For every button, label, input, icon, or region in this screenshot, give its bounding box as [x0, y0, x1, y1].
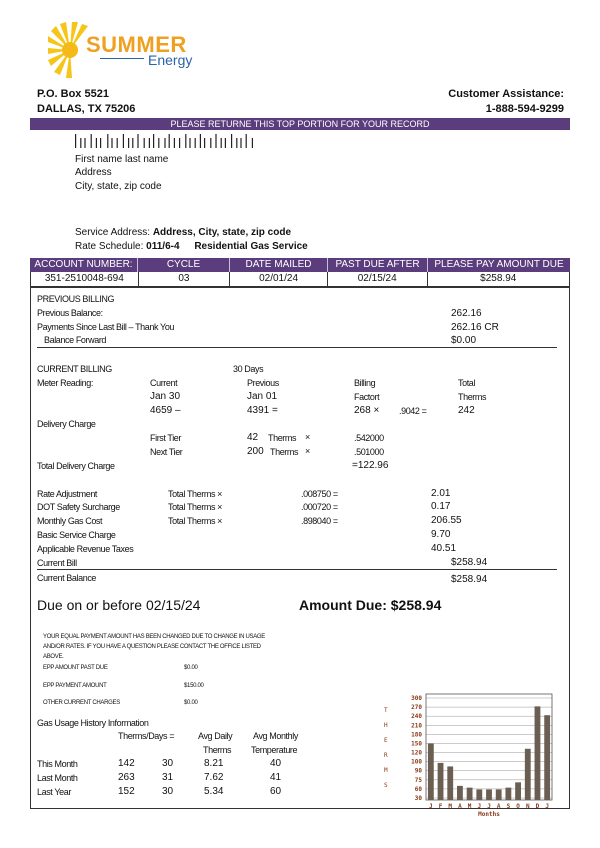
barcode-bar [84, 138, 85, 148]
history-row-this-month-therms: 142 [118, 758, 135, 769]
chart-ylabel-letter: T [384, 707, 388, 714]
col-current: Current [150, 378, 178, 388]
chart-ytick-label: 180 [411, 731, 422, 739]
history-header-therms-days: Therms/Days = [118, 731, 175, 741]
charge-row-2-value: 0.17 [431, 501, 451, 512]
previous-balance-label: Previous Balance: [37, 308, 103, 318]
chart-ytick-label: 90 [414, 767, 422, 775]
history-row-last-year-temp: 60 [270, 786, 282, 797]
chart-bar [428, 743, 434, 800]
charge-row-4-label: Basic Service Charge [37, 530, 116, 540]
barcode-bar [80, 138, 81, 148]
chart-xtick-label: A [458, 803, 462, 810]
recipient-city: City, state, zip code [75, 181, 162, 192]
service-address-label: Service Address: [75, 227, 151, 238]
balance-forward-label: Balance Forward [44, 335, 107, 345]
meter-reading-label: Meter Reading: [37, 378, 93, 388]
account-header-cycle: CYCLE [138, 258, 230, 272]
account-header [30, 258, 570, 272]
account-row [30, 272, 570, 287]
chart-ytick-label: 150 [411, 740, 422, 748]
history-header-daily: Avg Daily [198, 731, 233, 741]
chart-xtick-label: F [438, 803, 443, 810]
divider-line [37, 569, 557, 570]
charge-row-3-rate: .898040 = [301, 516, 338, 526]
chart-ytick-label: 210 [411, 722, 422, 730]
divider-line [37, 347, 557, 348]
logo-wordmark: SUMMER [86, 32, 187, 57]
current-read: 4659 – [150, 405, 181, 416]
chart-xtick-label: M [448, 803, 453, 810]
balance-forward-value: $0.00 [451, 335, 477, 346]
chart-ylabel-letter: H [384, 722, 388, 729]
barcode-bar [96, 138, 97, 148]
chart-xtick-label: J [477, 803, 482, 810]
tier2-label: Next Tier [150, 447, 183, 457]
rate-schedule-value: 011/6-4 [146, 241, 180, 252]
billing-days: 30 Days [233, 364, 264, 374]
rate-schedule [75, 241, 308, 252]
epp-notice-line3: ABOVE. [43, 654, 64, 660]
service-address [75, 227, 291, 238]
account-mailed: 02/01/24 [230, 272, 328, 286]
amount-due: Amount Due: $258.94 [299, 597, 442, 613]
account-pastdue: 02/15/24 [328, 272, 428, 286]
total-therms: 242 [458, 405, 475, 416]
chart-bar [438, 763, 444, 800]
previous-billing-title: PREVIOUS BILLING [37, 294, 115, 304]
chart-xtick-label: A [496, 803, 501, 810]
barcode-bar [200, 134, 201, 148]
barcode-bar [149, 138, 150, 148]
chart-bar [505, 788, 511, 800]
charge-row-1-value: 2.01 [431, 488, 451, 499]
history-header-therms: Therms [203, 745, 232, 755]
col-billing: Billing [354, 378, 376, 388]
tier1-therms: 42 [247, 432, 259, 443]
chart-bar [447, 766, 453, 800]
previous-balance-value: 262.16 [451, 308, 482, 319]
chart-xtick-label: D [535, 803, 540, 810]
logo-subword: Energy [148, 52, 193, 68]
barcode-bar [215, 134, 216, 148]
barcode-bar [123, 134, 124, 148]
history-row-last-month-therms: 263 [118, 772, 135, 783]
barcode-bar [107, 134, 108, 148]
history-row-last-month-label: Last Month [37, 773, 78, 783]
epp-payment-label: EPP PAYMENT AMOUNT [43, 683, 107, 689]
factor-value: .9042 = [399, 406, 427, 416]
account-amount: $258.94 [480, 273, 517, 284]
col-total: Total [458, 378, 476, 388]
chart-ytick-label: 30 [414, 795, 422, 802]
account-cycle: 03 [139, 272, 231, 286]
previous-date: Jan 01 [247, 391, 278, 402]
chart-ytick-label: 100 [411, 758, 422, 766]
return-banner: PLEASE RETURNE THIS TOP PORTION FOR YOUR RECORD [30, 118, 570, 130]
chart-ylabel-letter: R [384, 752, 388, 759]
chart-bar [525, 749, 531, 800]
history-row-this-month-temp: 40 [270, 758, 282, 769]
charge-row-4-value: 9.70 [431, 529, 451, 540]
logo-line [100, 58, 144, 59]
rate-schedule-desc: Residential Gas Service [194, 241, 308, 252]
assistance-label: Customer Assistance: [448, 88, 564, 100]
col-previous: Previous [247, 378, 279, 388]
current-bill-label: Current Bill [37, 558, 77, 568]
epp-past-due-value: $0.00 [184, 665, 198, 671]
barcode-bar [225, 138, 226, 148]
chart-xtick-label: S [506, 803, 511, 810]
barcode-bar [75, 134, 76, 148]
chart-ytick-label: 300 [411, 695, 422, 702]
barcode-bar [128, 138, 129, 148]
history-header-monthly: Avg Monthly [253, 731, 298, 741]
barcode-bar [174, 138, 175, 148]
chart-xtick-label: J [545, 803, 549, 810]
barcode-bar [111, 138, 112, 148]
usage-value: 268 × [354, 405, 380, 416]
payments-value: 262.16 CR [451, 322, 499, 333]
account-header-mailed: DATE MAILED [230, 258, 328, 272]
history-title: Gas Usage History Information [37, 718, 149, 728]
epp-notice-line2: AND/OR RATES. IF YOU HAVE A QUESTION PLEASE CONTACT THE OFFICE LISTED [43, 644, 261, 650]
chart-bar [535, 706, 541, 800]
chart-ylabel-letter: S [384, 782, 388, 789]
charge-row-1-mid: Total Therms × [168, 489, 223, 499]
account-header-amount: PLEASE PAY AMOUNT DUE [434, 259, 564, 270]
chart-ylabel-letter: E [384, 737, 388, 744]
tier2-x: × [305, 446, 311, 456]
chart-bar [544, 715, 550, 800]
charge-row-5-value: 40.51 [431, 543, 457, 554]
charge-row-1-rate: .008750 = [301, 489, 338, 499]
barcode-bar [164, 138, 165, 148]
barcode-bar [246, 134, 247, 148]
sender-address-line2: DALLAS, TX 75206 [37, 103, 136, 115]
charge-row-2-mid: Total Therms × [168, 502, 223, 512]
barcode-bar [117, 138, 118, 148]
barcode-bar [252, 138, 253, 148]
due-date-text: Due on or before 02/15/24 [37, 597, 201, 613]
current-billing-title: CURRENT BILLING [37, 364, 112, 374]
epp-payment-value: $150.00 [184, 683, 204, 689]
tier2-unit: Therms [270, 447, 299, 457]
other-charges-label: OTHER CURRENT CHARGES [43, 700, 120, 706]
chart-ylabel-letter: M [384, 767, 388, 774]
chart-xtick-label: N [525, 803, 530, 810]
delivery-charge-label: Delivery Charge [37, 419, 96, 429]
previous-read: 4391 = [247, 405, 278, 416]
chart-bar [496, 789, 502, 800]
history-row-last-year-therms: 152 [118, 786, 135, 797]
charge-row-3-mid: Total Therms × [168, 516, 223, 526]
chart-bar [515, 782, 521, 800]
barcode-bar [100, 138, 101, 148]
tier2-therms: 200 [247, 446, 264, 457]
factor-label: Factort [354, 392, 380, 402]
barcode-bar [91, 134, 92, 148]
service-address-value: Address, City, state, zip code [152, 227, 292, 238]
history-row-last-month-daily: 7.62 [204, 772, 224, 783]
barcode-bar [195, 138, 196, 148]
charge-row-2-label: DOT Safety Surcharge [37, 502, 120, 512]
barcode-bar [221, 138, 222, 148]
barcode-bar [153, 134, 154, 148]
account-number: 351-2510048-694 [31, 272, 139, 286]
barcode-bar [169, 134, 170, 148]
chart-ytick-label: 240 [411, 713, 422, 721]
total-delivery-value: =122.96 [352, 460, 389, 471]
charge-row-5-label: Applicable Revenue Taxes [37, 544, 134, 554]
sender-address-line1: P.O. Box 5521 [37, 88, 109, 100]
barcode-bar [179, 138, 180, 148]
barcode-bar [210, 138, 211, 148]
barcode-bar [185, 134, 186, 148]
therms-label: Therms [458, 392, 487, 402]
barcode-bar [231, 134, 232, 148]
history-header-temp: Temperature [251, 745, 298, 755]
epp-past-due-label: EPP AMOUNT PAST DUE [43, 665, 108, 671]
history-row-last-year-label: Last Year [37, 787, 71, 797]
barcode-bar [236, 138, 237, 148]
barcode-bar [204, 138, 205, 148]
barcode-bar [132, 138, 133, 148]
chart-bar [486, 789, 492, 800]
assistance-phone: 1-888-594-9299 [485, 103, 564, 115]
history-row-this-month-daily: 8.21 [204, 758, 224, 769]
chart-frame [426, 694, 552, 800]
charge-row-3-label: Monthly Gas Cost [37, 516, 103, 526]
other-charges-value: $0.00 [184, 700, 198, 706]
rate-schedule-label: Rate Schedule: [75, 241, 144, 252]
chart-bar [467, 788, 473, 800]
current-balance-label: Current Balance [37, 573, 97, 583]
chart-ytick-label: 120 [411, 749, 422, 757]
charge-row-2-rate: .000720 = [301, 502, 338, 512]
history-row-last-month-days: 31 [162, 772, 174, 783]
tier1-x: × [305, 432, 311, 442]
barcode-bar [137, 134, 138, 148]
recipient-address: Address [75, 167, 112, 178]
chart-xtick-label: J [429, 803, 433, 810]
barcode-bar [158, 138, 159, 148]
chart-xtick-label: O [516, 803, 520, 810]
company-logo [48, 22, 193, 78]
history-row-last-year-daily: 5.34 [204, 786, 224, 797]
epp-notice-line1: YOUR EQUAL PAYMENT AMOUNT HAS BEEN CHANGED DUE TO CHANGE IN USAGE [43, 634, 265, 640]
tier2-rate: .501000 [354, 447, 384, 457]
chart-xlabel: Months [478, 811, 500, 818]
account-header-number: ACCOUNT NUMBER: [30, 258, 138, 272]
barcode [75, 134, 335, 152]
current-bill-value: $258.94 [451, 557, 488, 568]
charge-row-3-value: 206.55 [431, 515, 462, 526]
history-row-this-month-days: 30 [162, 758, 174, 769]
payments-label: Payments Since Last Bill – Thank You [37, 322, 175, 332]
current-balance-value: $258.94 [451, 574, 488, 585]
barcode-bar [240, 138, 241, 148]
account-header-pastdue: PAST DUE AFTER [328, 258, 428, 272]
chart-ytick-label: 60 [414, 785, 422, 793]
current-date: Jan 30 [150, 391, 181, 402]
chart-bar [476, 789, 482, 800]
history-row-this-month-label: This Month [37, 759, 78, 769]
chart-ytick-label: 270 [411, 704, 422, 712]
history-row-last-month-temp: 41 [270, 772, 282, 783]
barcode-bar [144, 138, 145, 148]
chart-bar [457, 786, 463, 800]
tier1-label: First Tier [150, 433, 181, 443]
barcode-bar [189, 138, 190, 148]
chart-ytick-label: 75 [414, 776, 422, 784]
recipient-name: First name last name [75, 154, 169, 165]
tier1-rate: .542000 [354, 433, 384, 443]
charge-row-1-label: Rate Adjustment [37, 489, 98, 499]
usage-history-chart [376, 688, 556, 820]
total-delivery-label: Total Delivery Charge [37, 461, 115, 471]
history-row-last-year-days: 30 [162, 786, 174, 797]
tier1-unit: Therms [268, 433, 297, 443]
chart-xtick-label: J [487, 803, 491, 810]
chart-xtick-label: M [467, 803, 472, 810]
